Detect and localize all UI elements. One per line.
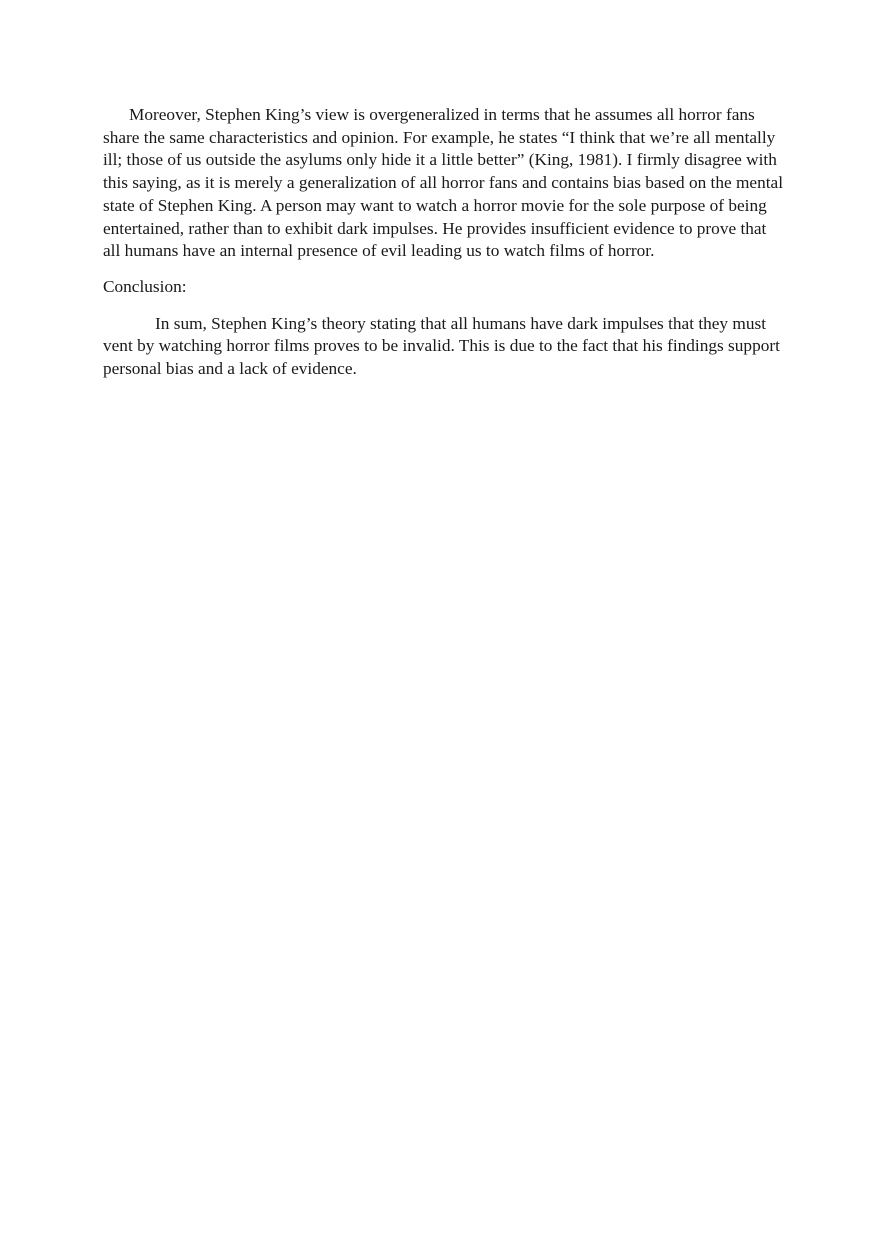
body-paragraph-overgeneralization: Moreover, Stephen King’s view is overgeneralized in terms that he assumes all horror fans share the same characteristics and opinion. For example, he states “I think that we’re all mentally ill; those of us outside the asylums only hide it a little better” (King, 1981). I firmly disagree with this saying, as it is merely a generalization of all horror fans and contains bias based on the mental state of Stephen King. A person may want to watch a horror movie for the sole purpose of being entertained, rather than to exhibit dark impulses. He provides insufficient evidence to prove that all humans have an internal presence of evil leading us to watch films of horror.: [103, 105, 784, 261]
conclusion-paragraph: In sum, Stephen King’s theory stating that all humans have dark impulses that they must vent by watching horror films proves to be invalid. This is due to the fact that his findings support personal bias and a lack of evidence.: [103, 313, 780, 379]
conclusion-heading: Conclusion:: [103, 276, 187, 296]
document-body: [103, 104, 783, 381]
